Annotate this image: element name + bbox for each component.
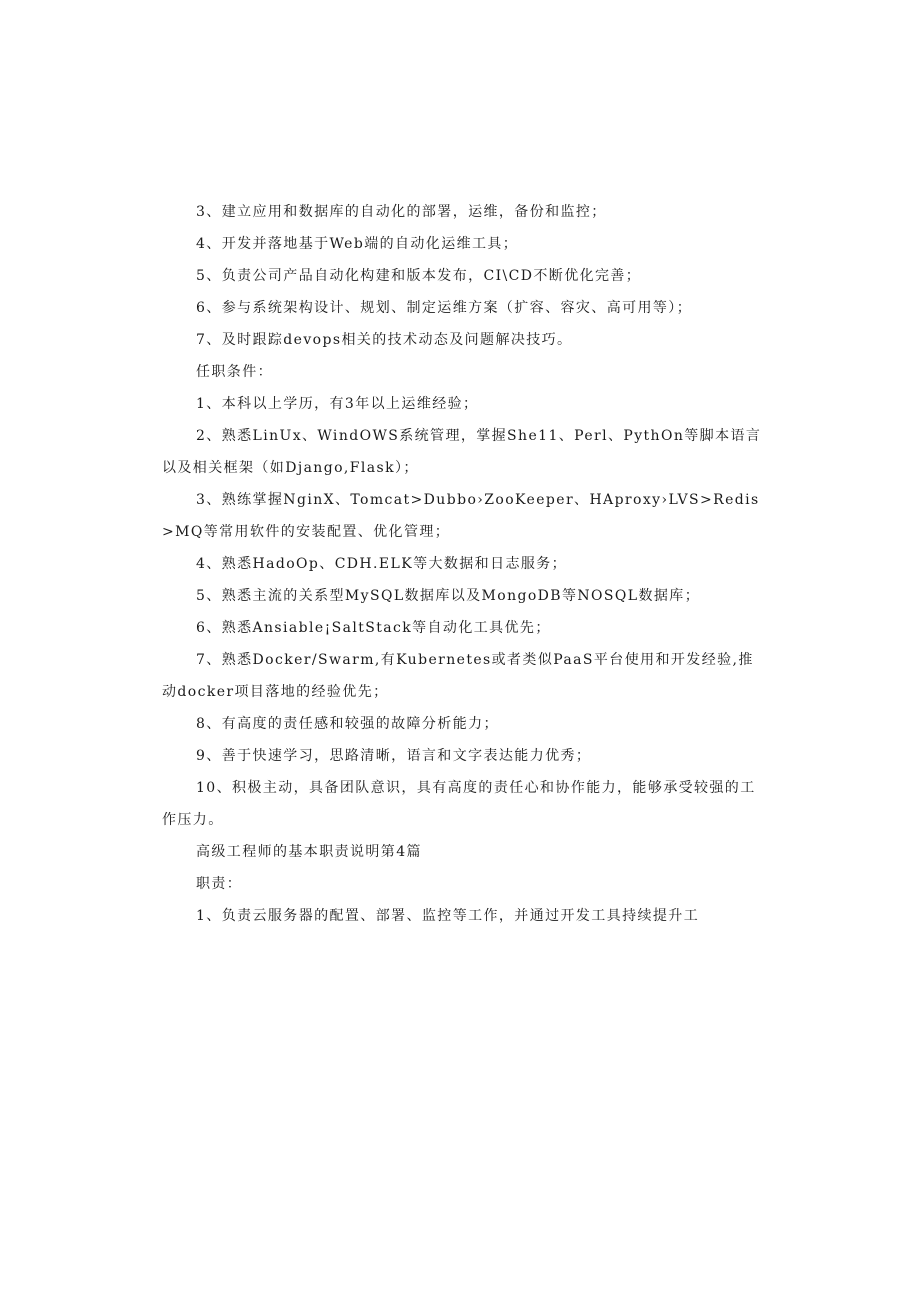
requirement-item-9: 9、善于快速学习，思路清晰，语言和文字表达能力优秀； [196,748,592,764]
requirement-item-10: 10、积极主动，具备团队意识，具有高度的责任心和协作能力，能够承受较强的工作压力。 [162,780,756,828]
requirements-heading: 任职条件： [196,364,273,380]
duty-item-1: 1、负责云服务器的配置、部署、监控等工作，并通过开发工具持续提升工 [196,908,700,924]
duty-item-6: 6、参与系统架构设计、规划、制定运维方案（扩容、容灾、高可用等）； [196,300,693,316]
requirement-item-4: 4、熟悉HadoOp、CDH.ELK等大数据和日志服务； [196,556,568,572]
document-body [162,196,762,932]
section-title: 高级工程师的基本职责说明第4篇 [196,844,422,860]
requirement-item-6: 6、熟悉Ansiable¡SaltStack等自动化工具优先； [196,620,551,636]
requirement-item-5: 5、熟悉主流的关系型MySQL数据库以及MongoDB等NOSQL数据库； [196,588,701,604]
duty-item-4: 4、开发并落地基于Web端的自动化运维工具； [196,236,519,252]
duty-item-3: 3、建立应用和数据库的自动化的部署，运维，备份和监控； [196,204,607,220]
duty-item-7: 7、及时跟踪devops相关的技术动态及问题解决技巧。 [196,332,573,348]
duty-item-5: 5、负责公司产品自动化构建和版本发布，CI\CD不断优化完善； [196,268,642,284]
requirement-item-3: 3、熟练掌握NginX、Tomcat>Dubbo›ZooKeeper、HAproxy›LVS>Redis>MQ等常用软件的安装配置、优化管理； [162,492,760,540]
requirement-item-7: 7、熟悉Docker/Swarm,有Kubernetes或者类似PaaS平台使用和开发经验,推动docker项目落地的经验优先； [162,652,754,700]
duties-heading: 职责： [196,876,243,892]
requirement-item-8: 8、有高度的责任感和较强的故障分析能力； [196,716,499,732]
requirement-item-1: 1、本科以上学历，有3年以上运维经验； [196,396,479,412]
requirement-item-2: 2、熟悉LinUx、WindOWS系统管理，掌握She11、Perl、PythOn等脚本语言以及相关框架（如Django,Flask）； [162,428,762,476]
